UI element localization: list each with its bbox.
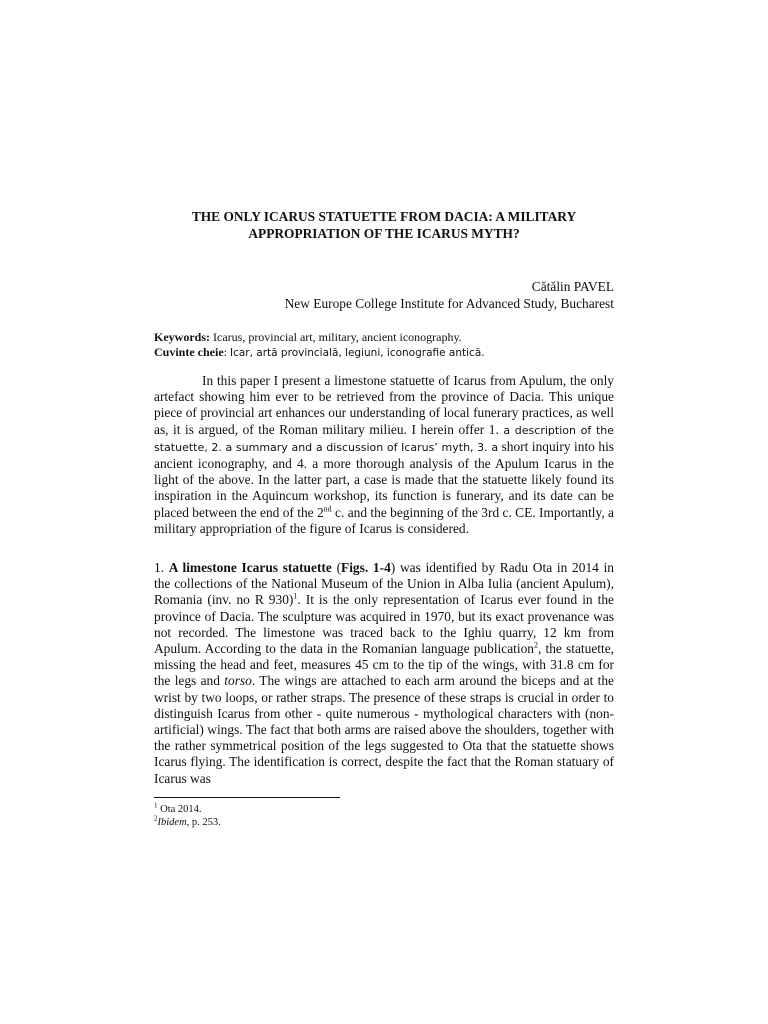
keywords-label: Keywords:	[154, 330, 210, 344]
keywords-text: Icarus, provincial art, military, ancient iconography.	[210, 330, 462, 344]
keywords-ro-text: Icar, artă provincială, legiuni, iconografie antică.	[230, 347, 485, 359]
section-heading: A limestone Icarus statuette	[168, 560, 332, 575]
keywords-ro-colon: :	[223, 345, 230, 359]
footnote-2	[154, 816, 221, 829]
section-text-3: . It is the only representation of Icarus ever found in the province of Dacia. The sculpture was acquired in 1970, but its exact provenance was not recorded. The limestone was traced back to the Ighiu quarry, 12 km from Apulum. According to the data in the Romanian language publication	[154, 592, 615, 657]
author-name: Cătălin PAVEL	[531, 279, 614, 294]
abstract-sup-nd: nd	[323, 504, 332, 514]
footnote-1-number: 1	[154, 801, 158, 810]
author-block	[285, 278, 614, 312]
footnote-ref-2[interactable]: 2	[533, 640, 538, 650]
abstract-part-d: c. and the beginning of the 3rd c. CE. Importantly, a military appropriation of the figure of Icarus is considered.	[154, 504, 615, 536]
abstract-part-a: In this paper I present a limestone statuette of Icarus from Apulum, the only artefact showing him ever to be retrieved from the province of Dacia. This unique piece of provincial art enhances our understanding of local funerary practices, as well as, it is argued, of the Roman military milieu. I herein offer 1.	[154, 373, 614, 437]
keywords-romanian	[154, 345, 614, 361]
keywords-block	[154, 330, 614, 361]
figure-reference: Figs. 1-4	[341, 560, 391, 575]
footnote-2-number: 2	[154, 814, 158, 823]
footnote-ref-1[interactable]: 1	[293, 591, 298, 601]
torso-word: torso	[224, 673, 252, 689]
keywords-ro-label: Cuvinte cheie	[154, 345, 224, 359]
section-text-4: , the statuette, missing the head and feet, measures 45 cm to the tip of the wings, with 31.8 cm for the legs and	[154, 641, 614, 689]
title-line-1: THE ONLY ICARUS STATUETTE FROM DACIA: A MILITARY	[191, 209, 577, 224]
section-number: 1.	[154, 560, 169, 575]
author-affiliation: New Europe College Institute for Advanced Study, Bucharest	[284, 296, 614, 311]
title-line-2: APPROPRIATION OF THE ICARUS MYTH?	[248, 226, 520, 241]
footnote-divider	[154, 797, 340, 798]
footnote-2-italic: Ibidem	[157, 817, 187, 828]
section-text-2: ) was identified by Radu Ota in 2014 in the collections of the National Museum of the Union in Alba Iulia (ancient Apulum), Romania (inv. no R 930)	[154, 560, 615, 608]
section-text-1: (	[331, 560, 342, 575]
paper-title	[154, 208, 614, 242]
footnote-1-text: Ota 2014.	[157, 804, 202, 815]
abstract-part-b: a description of the statuette, 2. a summary and a discussion of Icarus’ myth, 3. a	[154, 423, 614, 454]
footnote-1	[154, 803, 221, 816]
keywords-english	[154, 330, 614, 345]
abstract-paragraph	[154, 373, 614, 537]
section-1-paragraph	[154, 560, 614, 787]
section-text-5: . The wings are attached to each arm around the biceps and at the wrist by two loops, or rather straps. The presence of these straps is crucial in order to distinguish Icarus from other - quite numerous - mythological characters with (non-artificial) wings. The fact that both arms are raised above the shoulders, together with the rather symmetrical position of the legs suggested to Ota that the statuette shows Icarus flying. The identification is correct, despite the fact that the Roman statuary of Icarus was	[154, 673, 614, 786]
footnotes	[154, 803, 221, 829]
footnote-2-text: , p. 253.	[186, 817, 221, 828]
abstract-part-c: short inquiry into his ancient iconography, and 4. a more thorough analysis of the Apulum Icarus in the light of the above. In the latter part, a case is made that the statuette likely found its inspiration in the Aquincum workshop, its function is funerary, and its date can be placed between the end of the 2	[154, 438, 615, 520]
